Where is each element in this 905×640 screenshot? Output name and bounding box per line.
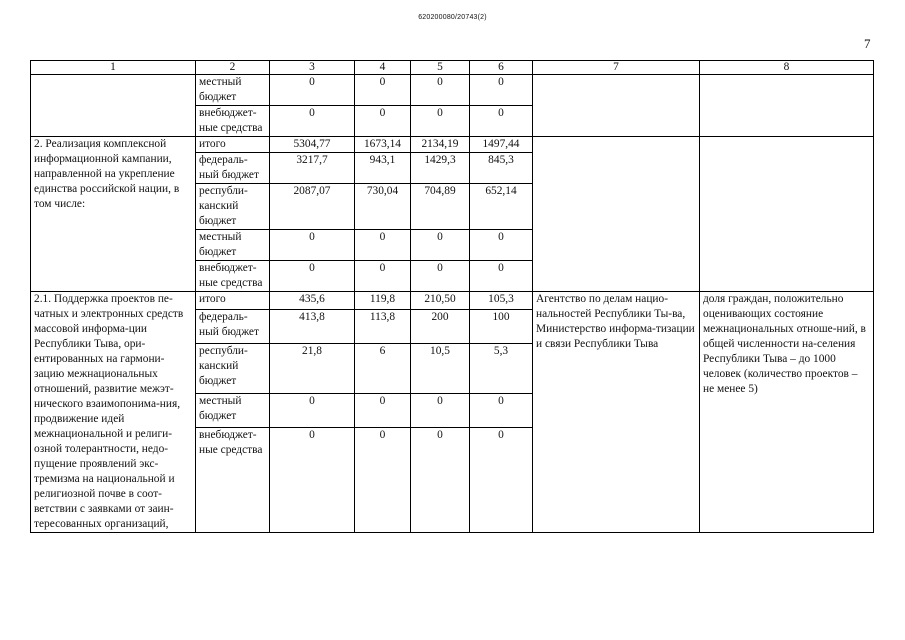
value-cell: 0 xyxy=(355,428,411,533)
funding-source: итого xyxy=(196,137,270,153)
header-cell: 7 xyxy=(533,61,700,75)
header-cell: 6 xyxy=(470,61,533,75)
value-cell: 0 xyxy=(270,106,355,137)
value-cell: 0 xyxy=(470,75,533,106)
value-cell: 6 xyxy=(355,343,411,394)
value-cell: 5304,77 xyxy=(270,137,355,153)
header-cell: 2 xyxy=(196,61,270,75)
header-cell: 8 xyxy=(700,61,874,75)
value-cell: 0 xyxy=(470,106,533,137)
executor-cell-empty xyxy=(533,137,700,292)
value-cell: 0 xyxy=(355,261,411,292)
header-cell: 3 xyxy=(270,61,355,75)
value-cell: 0 xyxy=(470,394,533,428)
table-row xyxy=(31,75,874,106)
program-table xyxy=(30,60,874,533)
funding-source: местный бюджет xyxy=(196,394,270,428)
table-row xyxy=(31,137,874,153)
header-cell: 5 xyxy=(411,61,470,75)
value-cell: 0 xyxy=(470,428,533,533)
value-cell: 943,1 xyxy=(355,153,411,184)
indicator-cell: доля граждан, положительно оценивающих состояние межнациональных отноше-ний, в общей численности на-селения Республики Тыва – до 1000 человек (количество проектов – не менее 5) xyxy=(700,292,874,533)
value-cell: 1673,14 xyxy=(355,137,411,153)
value-cell: 652,14 xyxy=(470,184,533,230)
value-cell: 1497,44 xyxy=(470,137,533,153)
value-cell: 413,8 xyxy=(270,309,355,343)
value-cell: 0 xyxy=(355,75,411,106)
value-cell: 21,8 xyxy=(270,343,355,394)
document-id: 620200080/20743(2) xyxy=(418,14,487,21)
indicator-cell-empty xyxy=(700,75,874,137)
value-cell: 10,5 xyxy=(411,343,470,394)
value-cell: 3217,7 xyxy=(270,153,355,184)
value-cell: 200 xyxy=(411,309,470,343)
indicator-cell-empty xyxy=(700,137,874,292)
value-cell: 119,8 xyxy=(355,292,411,310)
value-cell: 0 xyxy=(355,394,411,428)
funding-source: федераль-ный бюджет xyxy=(196,309,270,343)
value-cell: 0 xyxy=(270,394,355,428)
funding-source: местный бюджет xyxy=(196,75,270,106)
value-cell: 0 xyxy=(470,261,533,292)
value-cell: 730,04 xyxy=(355,184,411,230)
funding-source: республи-канский бюджет xyxy=(196,343,270,394)
value-cell: 0 xyxy=(411,230,470,261)
header-cell: 1 xyxy=(31,61,196,75)
funding-source: внебюджет-ные средства xyxy=(196,261,270,292)
funding-source: внебюджет-ные средства xyxy=(196,428,270,533)
value-cell: 0 xyxy=(270,230,355,261)
value-cell: 105,3 xyxy=(470,292,533,310)
funding-source: внебюджет-ные средства xyxy=(196,106,270,137)
value-cell: 0 xyxy=(411,75,470,106)
value-cell: 2134,19 xyxy=(411,137,470,153)
funding-source: местный бюджет xyxy=(196,230,270,261)
value-cell: 0 xyxy=(355,106,411,137)
activity-title: 2. Реализация комплексной информационной кампании, направленной на укрепление единства российской нации, в том числе: xyxy=(31,137,196,292)
value-cell: 210,50 xyxy=(411,292,470,310)
value-cell: 0 xyxy=(355,230,411,261)
activity-cell-empty xyxy=(31,75,196,137)
value-cell: 2087,07 xyxy=(270,184,355,230)
value-cell: 0 xyxy=(411,106,470,137)
value-cell: 0 xyxy=(411,428,470,533)
value-cell: 0 xyxy=(270,261,355,292)
value-cell: 5,3 xyxy=(470,343,533,394)
header-cell: 4 xyxy=(355,61,411,75)
value-cell: 0 xyxy=(411,261,470,292)
value-cell: 0 xyxy=(470,230,533,261)
table-row xyxy=(31,292,874,310)
value-cell: 0 xyxy=(411,394,470,428)
value-cell: 0 xyxy=(270,428,355,533)
value-cell: 435,6 xyxy=(270,292,355,310)
value-cell: 1429,3 xyxy=(411,153,470,184)
executor-cell: Агентство по делам нацио-нальностей Республики Ты-ва, Министерство информа-тизации и связи Республики Тыва xyxy=(533,292,700,533)
funding-source: республи-канский бюджет xyxy=(196,184,270,230)
activity-title: 2.1. Поддержка проектов пе-чатных и электронных средств массовой информа-ции Республики Тыва, ори-ентированных на гармони-зацию межнациональных отношений, развитие межэт-нического взаимопонима-ния, продвижение идей межнациональной и религи-озной толерантности, недо-пущение проявлений экс-тремизма на национальной и религиозной почве в соот-ветствии с заявками от заин-тересованных организаций, xyxy=(31,292,196,533)
page-number: 7 xyxy=(864,36,871,51)
funding-source: итого xyxy=(196,292,270,310)
value-cell: 0 xyxy=(270,75,355,106)
value-cell: 113,8 xyxy=(355,309,411,343)
header-row xyxy=(31,61,874,75)
funding-source: федераль-ный бюджет xyxy=(196,153,270,184)
value-cell: 704,89 xyxy=(411,184,470,230)
value-cell: 100 xyxy=(470,309,533,343)
executor-cell-empty xyxy=(533,75,700,137)
value-cell: 845,3 xyxy=(470,153,533,184)
